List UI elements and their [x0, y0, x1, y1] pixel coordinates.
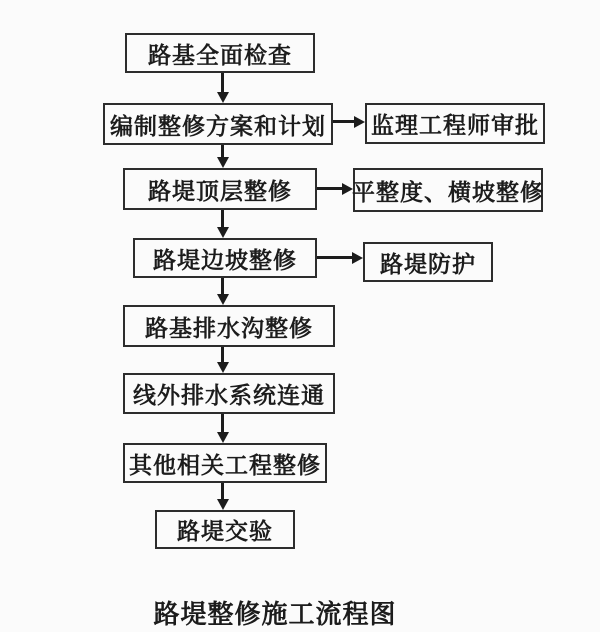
- diagram-caption: 路堤整修施工流程图: [153, 599, 397, 629]
- step-box-prepare-repair-plan: 编制整修方案和计划: [103, 103, 333, 145]
- step-box-offline-drainage-connection: 线外排水系统连通: [123, 373, 335, 414]
- branch-box-supervisor-approval: 监理工程师审批: [365, 103, 545, 144]
- arrow-right-icon: [333, 120, 354, 123]
- arrow-down-icon: [221, 278, 224, 294]
- arrow-down-icon: [221, 145, 224, 157]
- step-box-embankment-handover-inspection: 路堤交验: [155, 510, 295, 549]
- step-box-other-related-works-repair: 其他相关工程整修: [123, 443, 327, 483]
- arrow-down-icon: [221, 414, 224, 432]
- arrow-down-icon: [221, 73, 224, 92]
- branch-box-embankment-protection: 路堤防护: [363, 242, 493, 282]
- arrow-down-icon: [221, 483, 224, 499]
- arrow-right-icon: [317, 256, 352, 259]
- step-box-embankment-slope-repair: 路堤边坡整修: [133, 238, 317, 278]
- arrow-down-icon: [221, 347, 224, 362]
- arrow-down-icon: [221, 210, 224, 227]
- branch-box-flatness-crossslope-repair: 平整度、横坡整修: [353, 168, 543, 212]
- step-box-roadbed-full-inspection: 路基全面检查: [125, 33, 315, 73]
- step-box-embankment-top-repair: 路堤顶层整修: [123, 168, 317, 210]
- arrow-right-icon: [317, 187, 342, 190]
- step-box-drainage-ditch-repair: 路基排水沟整修: [123, 305, 335, 347]
